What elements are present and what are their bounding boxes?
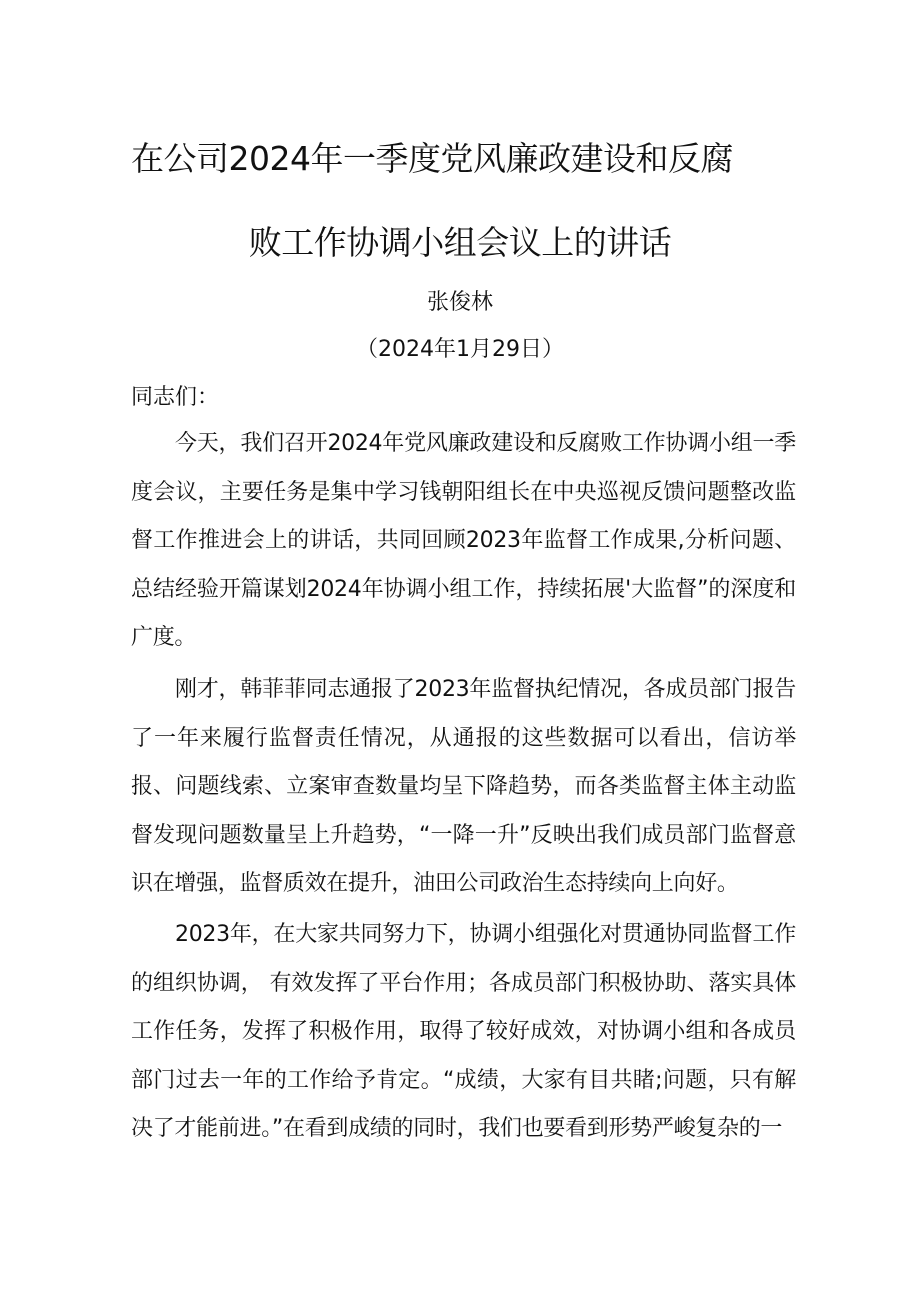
document-title-line-2: 败工作协调小组会议上的讲话	[248, 223, 672, 262]
author-name: 张俊林	[426, 290, 493, 315]
salutation: 同志们：	[131, 385, 220, 410]
body-paragraph-1: 今天，我们召开2024年党风廉政建设和反腐败工作协调小组一季度会议，主要任务是集中学习钱朝阳组长在中央巡视反馈问题整改监督工作推进会上的讲话，共同回顾2023年监督工作成果,分析问题、总结经验开篇谋划2024年协调小组工作，持续拓展'大监督”的深度和广度。	[131, 431, 796, 651]
document-title-line-1: 在公司2024年一季度党风廉政建设和反腐	[131, 139, 733, 178]
body-paragraph-3: 2023年，在大家共同努力下，协调小组强化对贯通协同监督工作的组织协调， 有效发挥了平台作用；各成员部门积极协助、落实具体工作任务，发挥了积极作用，取得了较好成效，对协调小组和各成员部门过去一年的工作给予肯定。“成绩，大家有目共睹;问题，只有解决了才能前进。”在看到成绩的同时，我们也要看到形势严峻复杂的一	[131, 922, 796, 1142]
body-paragraph-2: 刚才，韩菲菲同志通报了2023年监督执纪情况，各成员部门报告了一年来履行监督责任情况，从通报的这些数据可以看出，信访举报、问题线索、立案审查数量均呈下降趋势，而各类监督主体主动监督发现问题数量呈上升趋势，“一降一升”反映出我们成员部门监督意识在增强，监督质效在提升，油田公司政治生态持续向上向好。	[131, 677, 796, 897]
speech-date: （2024年1月29日）	[356, 337, 564, 362]
